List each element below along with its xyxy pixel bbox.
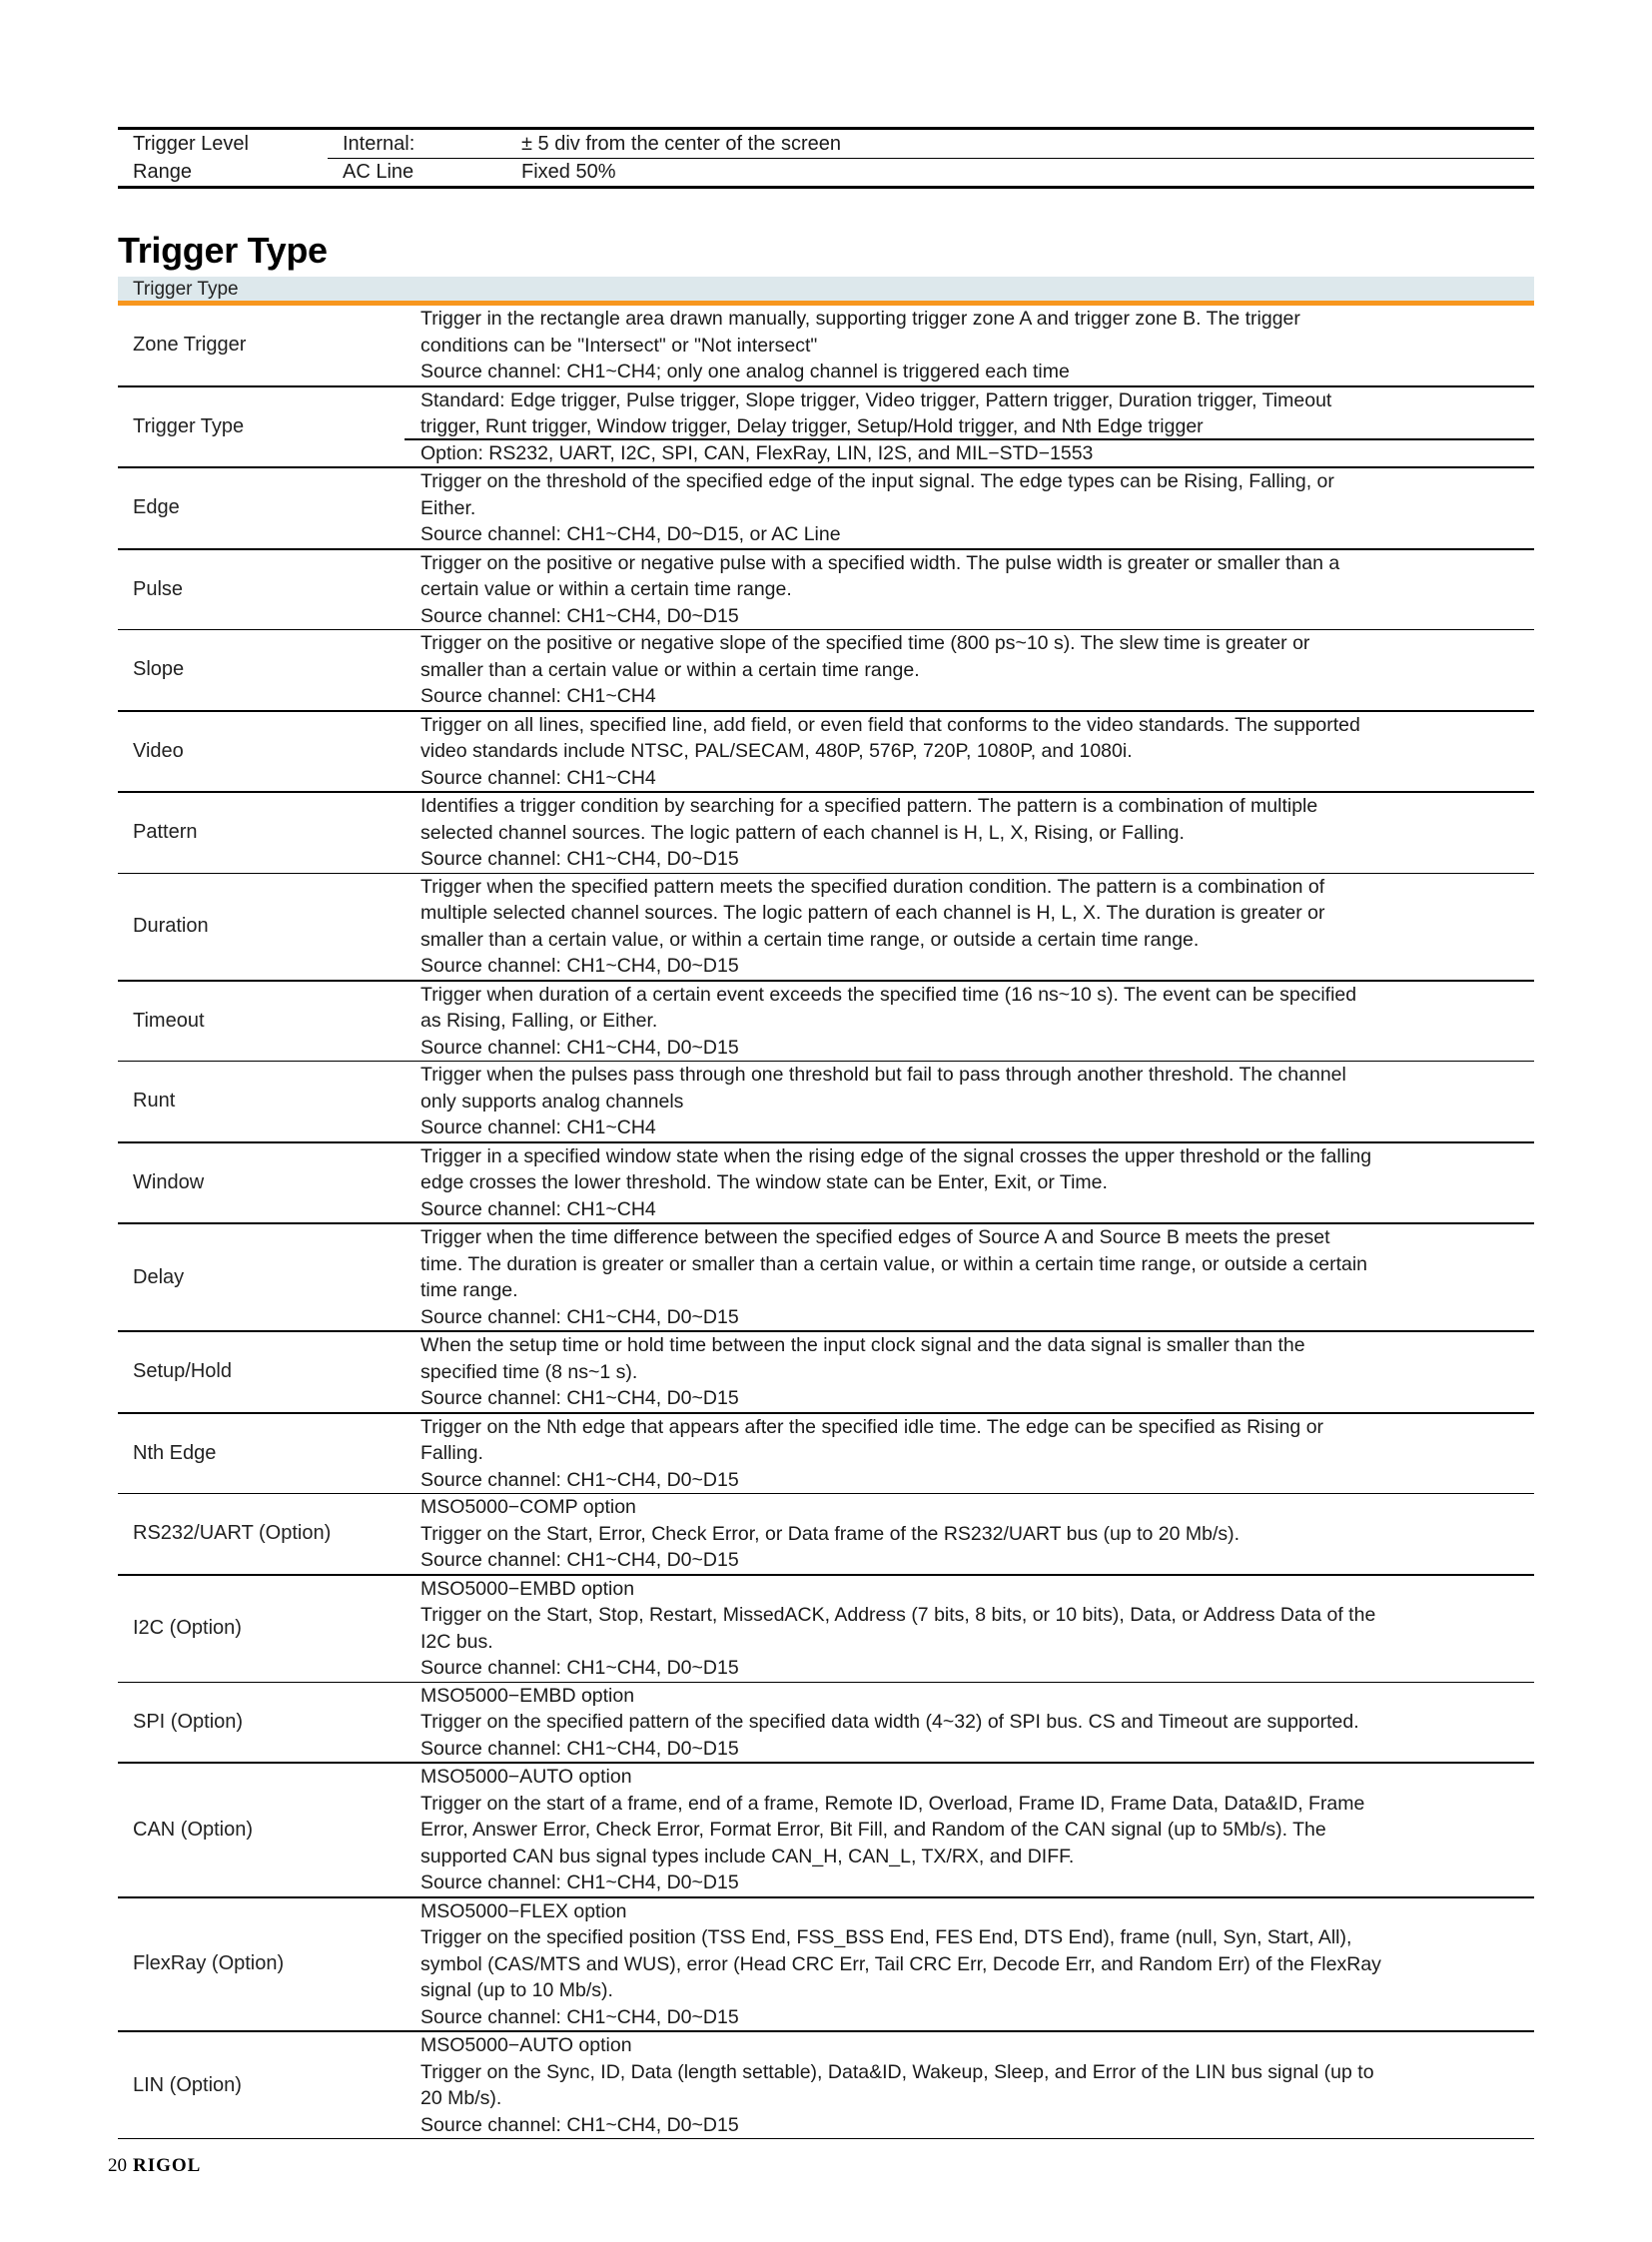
description-line: MSO5000−COMP option [420,1496,636,1518]
row-label: Trigger Type [133,414,245,437]
table-header-label: Trigger Type [133,279,239,300]
table-row [118,158,1534,186]
description-line: Source channel: CH1~CH4 [420,1197,656,1220]
table-row [118,387,1534,469]
description-line: Trigger when the specified pattern meets the specified duration condition. The pattern is a combination of [420,875,1325,898]
row-label: Edge [133,496,180,519]
description-line: Trigger on the start of a frame, end of a frame, Remote ID, Overload, Frame ID, Frame Data, Data&ID, Frame [420,1792,1365,1815]
description-line: Source channel: CH1~CH4, D0~D15 [420,1657,739,1679]
description-line: signal (up to 10 Mb/s). [420,1979,613,2001]
page-footer [108,2155,201,2177]
description-line: MSO5000−FLEX option [420,1899,627,1922]
description-line: Source channel: CH1~CH4 [420,1117,656,1138]
description-line: MSO5000−EMBD option [420,1577,635,1600]
row-description [420,550,1534,630]
description-line-wrap [420,413,1534,440]
description-line: Source channel: CH1~CH4; only one analog channel is triggered each time [420,361,1070,382]
description-line: Source channel: CH1~CH4, D0~D15 [420,1549,739,1571]
description-line: Source channel: CH1~CH4, D0~D15 [420,1871,739,1893]
row-label: Timeout [133,1009,205,1032]
table-row [118,2032,1534,2139]
description-line: MSO5000−AUTO option [420,2034,632,2056]
row-description [420,2032,1534,2138]
table-row [118,1683,1534,1765]
row-description [420,1332,1534,1412]
row-description [420,793,1534,873]
table-row [118,1576,1534,1683]
row-description [420,1683,1534,1763]
row-label: FlexRay (Option) [133,1952,285,1975]
description-line: Trigger when the pulses pass through one threshold but fail to pass through another threshold. The channel [420,1064,1346,1086]
row-description [420,306,1534,385]
description-line: Source channel: CH1~CH4 [420,766,656,789]
row-label-line2: Range [133,161,192,183]
description-line: smaller than a certain value or within a certain time range. [420,658,920,681]
description-line: only supports analog channels [420,1090,684,1113]
table-row [118,793,1534,874]
description-line: Source channel: CH1~CH4, D0~D15 [420,1036,739,1059]
description-line: Trigger on the specified position (TSS End, FSS_BSS End, FES End, DTS End), frame (null, Syn, Start, All), [420,1926,1352,1948]
table-row [118,306,1534,387]
source-value: Fixed 50% [521,161,616,183]
description-line: Source channel: CH1~CH4, D0~D15 [420,955,739,977]
description-line: 20 Mb/s). [420,2087,502,2109]
description-line: Source channel: CH1~CH4, D0~D15 [420,2005,739,2028]
description-line: selected channel sources. The logic pattern of each channel is H, L, X, Rising, or Falling. [420,821,1185,844]
description-line: Trigger on the Start, Error, Check Error, or Data frame of the RS232/UART bus (up to 20 Mb/s). [420,1522,1240,1545]
description-line: Source channel: CH1~CH4, D0~D15 [420,848,739,870]
table-row [118,550,1534,631]
description-line: Trigger on the Nth edge that appears after the specified idle time. The edge can be specified as Rising or [420,1415,1324,1438]
table-row [118,982,1534,1063]
description-line: Trigger on the positive or negative slope of the specified time (800 ps~10 s). The slew time is greater or [420,632,1310,654]
row-description [420,1143,1534,1223]
description-line: Source channel: CH1~CH4, D0~D15 [420,1387,739,1409]
row-description [420,874,1534,980]
description-line: When the setup time or hold time between the input clock signal and the data signal is smaller than the [420,1334,1305,1356]
row-description [420,1898,1534,2031]
row-label-line1: Trigger Level [133,133,249,155]
description-line: Trigger on the threshold of the specified edge of the input signal. The edge types can be Rising, Falling, or [420,470,1334,492]
description-line: Source channel: CH1~CH4, D0~D15 [420,604,739,627]
description-line: edge crosses the lower threshold. The window state can be Enter, Exit, or Time. [420,1171,1108,1193]
table-row [118,874,1534,982]
description-line: MSO5000−EMBD option [420,1684,635,1707]
table-row [118,1143,1534,1225]
description-line: multiple selected channel sources. The logic pattern of each channel is H, L, X. The duration is greater or [420,902,1325,924]
description-line: time. The duration is greater or smaller than a certain value, or within a certain time range, or outside a certain [420,1252,1368,1275]
table-row [118,630,1534,712]
description-line: I2C bus. [420,1630,493,1653]
description-line: Option: RS232, UART, I2C, SPI, CAN, FlexRay, LIN, I2S, and MIL−STD−1553 [420,441,1094,464]
description-line: Trigger on the Start, Stop, Restart, MissedACK, Address (7 bits, 8 bits, or 10 bits), Data, or Address Data of the [420,1604,1376,1626]
description-line: certain value or within a certain time range. [420,578,792,600]
row-label: CAN (Option) [133,1818,254,1841]
table-header-band [118,277,1534,301]
description-line: Trigger when the time difference between the specified edges of Source A and Source B meets the preset [420,1226,1330,1248]
section-title: Trigger Type [118,230,328,271]
table-row [118,1332,1534,1414]
description-line: Source channel: CH1~CH4, D0~D15 [420,2113,739,2136]
description-line: Source channel: CH1~CH4, D0~D15 [420,1468,739,1491]
row-description [420,1764,1534,1896]
page-number: 20 [108,2155,127,2176]
table-row [118,712,1534,794]
table-row [118,1414,1534,1495]
row-label: Window [133,1170,205,1193]
description-line: Trigger on all lines, specified line, add field, or even field that conforms to the video standards. The supported [420,713,1360,736]
description-line: trigger, Runt trigger, Window trigger, Delay trigger, Setup/Hold trigger, and Nth Edge trigger [420,415,1204,437]
source-label: AC Line [343,161,414,183]
table-row [118,1494,1534,1576]
description-line: Trigger on the specified pattern of the specified data width (4~32) of SPI bus. CS and Timeout are supported. [420,1711,1359,1733]
row-label: SPI (Option) [133,1710,244,1733]
description-line: Either. [420,496,476,519]
row-description [420,712,1534,792]
description-line: Falling. [420,1442,483,1464]
trigger-level-range-table [118,127,1534,189]
description-line: Standard: Edge trigger, Pulse trigger, Slope trigger, Video trigger, Pattern trigger, Duration trigger, Timeout [420,388,1332,411]
row-description [420,630,1534,710]
description-line: Trigger in the rectangle area drawn manually, supporting trigger zone A and trigger zone B. The trigger [420,308,1300,330]
row-description [420,468,1534,548]
source-label: Internal: [343,133,415,155]
row-label: Duration [133,915,209,937]
description-line: symbol (CAS/MTS and WUS), error (Head CRC Err, Tail CRC Err, Decode Err, and Random Err) of the FlexRay [420,1952,1381,1975]
description-line: time range. [420,1279,518,1301]
description-line: MSO5000−AUTO option [420,1766,632,1788]
row-description [420,1494,1534,1574]
row-label: I2C (Option) [133,1617,242,1639]
row-label: Nth Edge [133,1441,217,1464]
description-line: supported CAN bus signal types include CAN_H, CAN_L, TX/RX, and DIFF. [420,1845,1075,1868]
description-line: Source channel: CH1~CH4, D0~D15 [420,1305,739,1328]
row-label: Runt [133,1090,176,1113]
description-line: Trigger on the positive or negative pulse with a specified width. The pulse width is greater or smaller than a [420,551,1340,574]
table-row [118,1224,1534,1332]
description-line: conditions can be "Intersect" or "Not intersect" [420,334,818,357]
description-line: Trigger in a specified window state when the rising edge of the signal crosses the upper threshold or the falling [420,1144,1372,1167]
description-line: video standards include NTSC, PAL/SECAM, 480P, 576P, 720P, 1080P, and 1080i. [420,740,1133,762]
description-line: as Rising, Falling, or Either. [420,1010,658,1032]
table-row [118,468,1534,550]
row-label: Delay [133,1265,185,1288]
row-description [420,1414,1534,1494]
trigger-type-table [118,306,1534,2139]
row-label: RS232/UART (Option) [133,1522,332,1545]
row-label: Slope [133,658,185,681]
description-line: Source channel: CH1~CH4 [420,685,656,707]
row-label: Pattern [133,821,198,844]
description-line: Error, Answer Error, Check Error, Format Error, Bit Fill, and Random of the CAN signal (up to 5Mb/s). The [420,1819,1326,1841]
table-row [118,130,1534,158]
row-description [420,1224,1534,1330]
row-label: LIN (Option) [133,2073,242,2096]
source-value: ± 5 div from the center of the screen [521,133,842,155]
description-line: Trigger when duration of a certain event exceeds the specified time (16 ns~10 s). The event can be specified [420,983,1357,1006]
row-description [420,387,1534,467]
row-description [420,982,1534,1062]
inner-row-divider [405,438,1534,440]
row-description [420,1062,1534,1141]
description-line: specified time (8 ns~1 s). [420,1360,638,1383]
description-line: Identifies a trigger condition by searching for a specified pattern. The pattern is a combination of multiple [420,795,1318,817]
brand-logo-text: RIGOL [133,2155,202,2176]
table-row [118,1898,1534,2033]
row-label: Pulse [133,577,184,600]
row-description [420,1576,1534,1682]
description-line: Trigger on the Sync, ID, Data (length settable), Data&ID, Wakeup, Sleep, and Error of the LIN bus signal (up to [420,2060,1374,2083]
row-label: Zone Trigger [133,334,247,357]
table-row [118,1062,1534,1143]
row-label: Setup/Hold [133,1360,232,1383]
row-label: Video [133,739,184,762]
description-line: Source channel: CH1~CH4, D0~D15 [420,1737,739,1760]
description-line: smaller than a certain value, or within a certain time range, or outside a certain time range. [420,928,1200,951]
table-row [118,1764,1534,1898]
description-line: Source channel: CH1~CH4, D0~D15, or AC Line [420,523,841,545]
